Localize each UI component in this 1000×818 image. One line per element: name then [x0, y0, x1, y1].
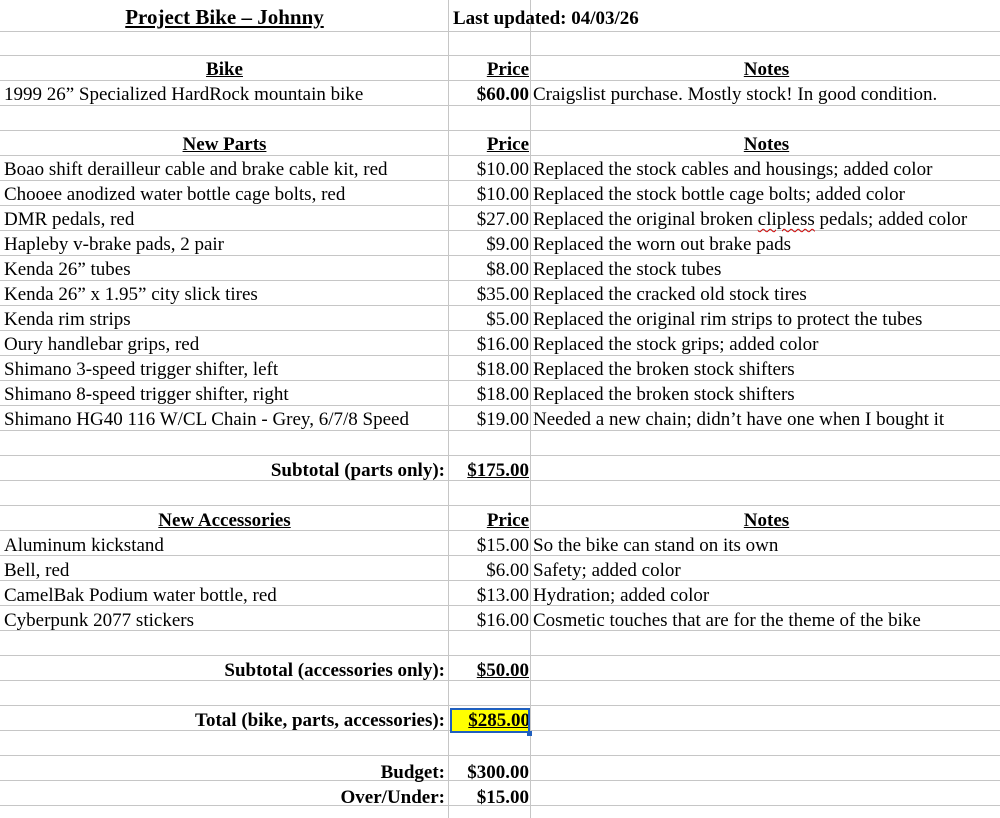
table-row-note[interactable]: Replaced the worn out brake pads	[533, 234, 791, 255]
table-row-price[interactable]: $10.00	[476, 184, 529, 205]
parts-subtotal-label[interactable]: Subtotal (parts only):	[270, 460, 445, 481]
row-gridline	[0, 655, 1000, 656]
row-gridline	[0, 55, 1000, 56]
table-row-item[interactable]: Bell, red	[4, 560, 70, 581]
accessories-notes-heading[interactable]: Notes	[743, 510, 790, 531]
over-under-value[interactable]: $15.00	[476, 787, 529, 808]
table-row-item[interactable]: Shimano 8-speed trigger shifter, right	[4, 384, 289, 405]
row-gridline	[0, 31, 1000, 32]
table-row-price[interactable]: $13.00	[476, 585, 529, 606]
table-row-price[interactable]: $6.00	[486, 560, 529, 581]
table-row-note[interactable]: Safety; added color	[533, 560, 681, 581]
parts-notes-heading[interactable]: Notes	[743, 134, 790, 155]
selected-cell-total[interactable]: $285.00	[450, 708, 530, 733]
table-row-price[interactable]: $35.00	[476, 284, 529, 305]
bike-price[interactable]: $60.00	[476, 84, 529, 105]
table-row-note[interactable]: Replaced the cracked old stock tires	[533, 284, 807, 305]
accessories-subtotal-label[interactable]: Subtotal (accessories only):	[224, 660, 445, 681]
bike-heading[interactable]: Bike	[206, 59, 243, 80]
table-row-item[interactable]: Shimano 3-speed trigger shifter, left	[4, 359, 279, 380]
table-row-price[interactable]: $18.00	[476, 384, 529, 405]
table-row-price[interactable]: $15.00	[476, 535, 529, 556]
table-row-note[interactable]: Needed a new chain; didn’t have one when I bought it	[533, 409, 945, 430]
row-gridline	[0, 755, 1000, 756]
table-row-item[interactable]: Kenda rim strips	[4, 309, 131, 330]
table-row-note[interactable]: Replaced the broken stock shifters	[533, 359, 795, 380]
row-gridline	[0, 705, 1000, 706]
table-row-note[interactable]: Replaced the stock grips; added color	[533, 334, 819, 355]
table-row-item[interactable]: Kenda 26” x 1.95” city slick tires	[4, 284, 258, 305]
table-row-item[interactable]: Cyberpunk 2077 stickers	[4, 610, 194, 631]
row-gridline	[0, 130, 1000, 131]
bike-notes-heading[interactable]: Notes	[743, 59, 790, 80]
table-row-note[interactable]: Replaced the broken stock shifters	[533, 384, 795, 405]
column-divider-a-b	[448, 0, 449, 818]
note-text: Replaced the original broken	[533, 209, 758, 230]
fill-handle[interactable]	[527, 731, 532, 736]
note-text: pedals; added color	[814, 209, 968, 230]
table-row-price[interactable]: $16.00	[476, 334, 529, 355]
table-row-item[interactable]: DMR pedals, red	[4, 209, 135, 230]
budget-value[interactable]: $300.00	[467, 762, 529, 783]
table-row-price[interactable]: $8.00	[486, 259, 529, 280]
table-row-price[interactable]: $5.00	[486, 309, 529, 330]
table-row-note[interactable]: Cosmetic touches that are for the theme of the bike	[533, 610, 921, 631]
table-row-price[interactable]: $19.00	[476, 409, 529, 430]
table-row-note[interactable]: Replaced the stock tubes	[533, 259, 722, 280]
page-title[interactable]: Project Bike – Johnny	[125, 5, 324, 29]
accessories-subtotal-value[interactable]: $50.00	[476, 660, 529, 681]
column-divider-b-c	[530, 0, 531, 818]
accessories-price-heading[interactable]: Price	[486, 510, 529, 531]
table-row-item[interactable]: CamelBak Podium water bottle, red	[4, 585, 277, 606]
budget-label[interactable]: Budget:	[380, 762, 445, 783]
row-gridline	[0, 505, 1000, 506]
accessories-heading[interactable]: New Accessories	[158, 510, 291, 531]
table-row-note[interactable]: Replaced the original rim strips to protect the tubes	[533, 309, 923, 330]
table-row-item[interactable]: Kenda 26” tubes	[4, 259, 131, 280]
table-row-price[interactable]: $16.00	[476, 610, 529, 631]
table-row-item[interactable]: Chooee anodized water bottle cage bolts, red	[4, 184, 346, 205]
table-row-item[interactable]: Oury handlebar grips, red	[4, 334, 200, 355]
table-row-price[interactable]: $27.00	[476, 209, 529, 230]
table-row-price[interactable]: $10.00	[476, 159, 529, 180]
over-under-label[interactable]: Over/Under:	[340, 787, 445, 808]
parts-price-heading[interactable]: Price	[486, 134, 529, 155]
spellcheck-flagged-word[interactable]: clipless	[757, 209, 815, 230]
table-row-item[interactable]: Hapleby v-brake pads, 2 pair	[4, 234, 225, 255]
table-row-note[interactable]: Hydration; added color	[533, 585, 710, 606]
parts-subtotal-value[interactable]: $175.00	[467, 460, 529, 481]
row-gridline	[0, 455, 1000, 456]
table-row-note[interactable]: Replaced the stock bottle cage bolts; added color	[533, 184, 905, 205]
total-label[interactable]: Total (bike, parts, accessories):	[195, 710, 445, 731]
bike-item[interactable]: 1999 26” Specialized HardRock mountain bike	[4, 84, 364, 105]
table-row-item[interactable]: Aluminum kickstand	[4, 535, 164, 556]
table-row-note[interactable]: Replaced the stock cables and housings; added color	[533, 159, 933, 180]
last-updated[interactable]: Last updated: 04/03/26	[453, 8, 639, 29]
table-row-item[interactable]: Boao shift derailleur cable and brake cable kit, red	[4, 159, 388, 180]
bike-note[interactable]: Craigslist purchase. Mostly stock! In good condition.	[533, 84, 938, 105]
table-row-item[interactable]: Shimano HG40 116 W/CL Chain - Grey, 6/7/8 Speed	[4, 409, 409, 430]
table-row-price[interactable]: $9.00	[486, 234, 529, 255]
parts-heading[interactable]: New Parts	[182, 134, 267, 155]
bike-price-heading[interactable]: Price	[486, 59, 529, 80]
table-row-price[interactable]: $18.00	[476, 359, 529, 380]
table-row-note[interactable]	[533, 207, 1000, 232]
table-row-note[interactable]: So the bike can stand on its own	[533, 535, 779, 556]
